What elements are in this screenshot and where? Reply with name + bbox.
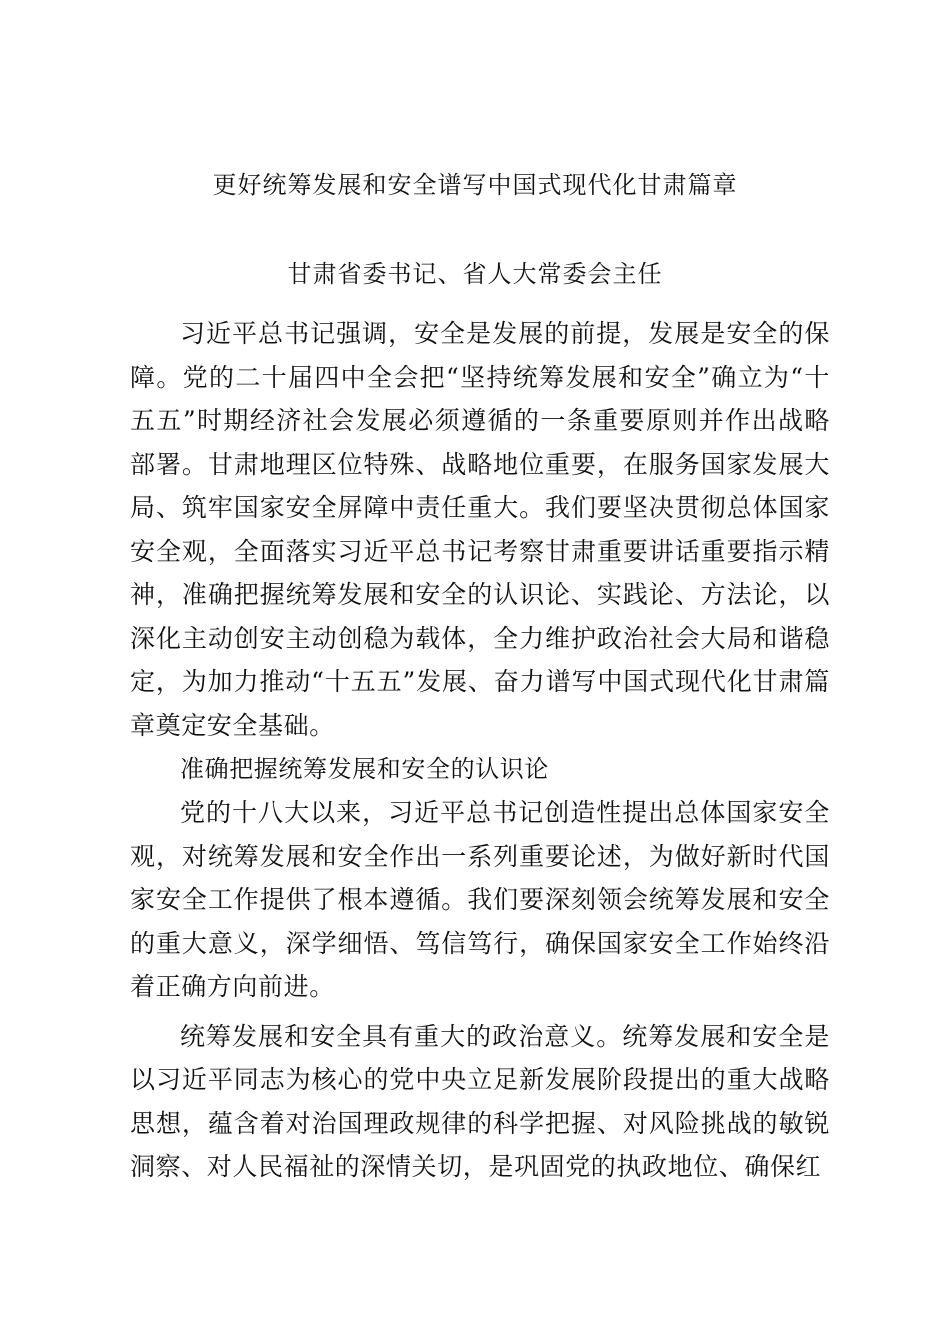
paragraph-political-significance: 统筹发展和安全具有重大的政治意义。统筹发展和安全是以习近平同志为核心的党中央立足新发展阶段提出的重大战略思想，蕴含着对治国理政规律的科学把握、对风险挑战的敏锐洞察、对人民福祉的深情关切，是巩固党的执政地位、确保红 — [130, 1021, 830, 1181]
document-title: 更好统筹发展和安全谱写中国式现代化甘肃篇章 — [212, 171, 738, 199]
section-heading: 准确把握统筹发展和安全的认识论 — [180, 755, 549, 783]
paragraph-intro: 习近平总书记强调，安全是发展的前提，发展是安全的保障。党的二十届四中全会把“坚持统筹发展和安全”确立为“十五五”时期经济社会发展必须遵循的一条重要原则并作出战略部署。甘肃地理区位特殊、战略地位重要，在服务国家发展大局、筑牢国家安全屏障中责任重大。我们要坚决贯彻总体国家安全观，全面落实习近平总书记考察甘肃重要讲话重要指示精神，准确把握统筹发展和安全的认识论、实践论、方法论，以深化主动创安主动创稳为载体，全力维护政治社会大局和谐稳定，为加力推动“十五五”发展、奋力谱写中国式现代化甘肃篇章奠定安全基础。 — [130, 319, 830, 740]
document-body — [130, 312, 830, 1189]
author-line: 甘肃省委书记、省人大常委会主任 — [287, 260, 663, 288]
paragraph-section-intro: 党的十八大以来，习近平总书记创造性提出总体国家安全观，对统筹发展和安全作出一系列重要论述，为做好新时代国家安全工作提供了根本遵循。我们要深刻领会统筹发展和安全的重大意义，深学细悟、笃信笃行，确保国家安全工作始终沿着正确方向前进。 — [130, 798, 830, 1001]
